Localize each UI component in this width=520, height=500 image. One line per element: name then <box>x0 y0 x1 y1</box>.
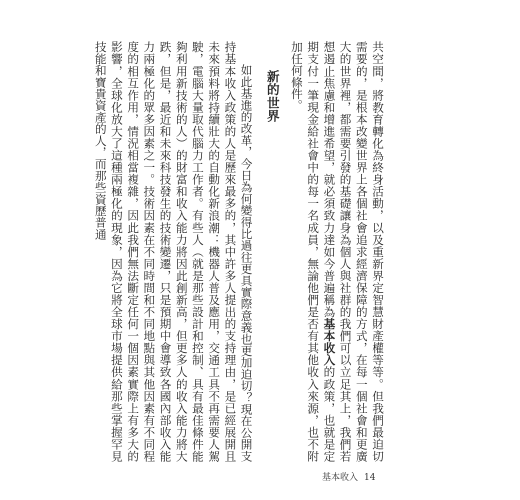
section-title: 新的世界 <box>264 69 280 123</box>
page-footer <box>322 470 402 483</box>
section-gap <box>255 41 264 42</box>
section-gap <box>280 41 289 42</box>
running-title: 基本收入 <box>322 473 359 483</box>
vertical-text-body <box>93 41 386 462</box>
paragraph-1-text-b: 的政策，也就是定期支付一筆現金給社會中的每一名成員，無論他們是否有其他收入來源，也不附加任何條件。 <box>289 41 337 462</box>
paragraph-2: 如此基進的改革，今日為何變得比過往更具實際意義也更加迫切？現在公開支持基本收入政策的人是歷來最多的，其中許多人提出的支持理由，是已經展開且未來預料將持續壯大的自動化新浪潮：機器人普及應用，交通工具不再需要人駕駛，電腦大量取代腦力工作者。有些人（就是那些設計和控制、具有最佳條件能夠利用新技術的人）的財富和收入能力將因此創新高，但更多人的收入能力將大跌，但是，最近和未來科技發生的技術變遷，只是預期中會導致各國內部收入能力兩極化的眾多因素之一。技術因素在不同時間和不同地點與其他因素有不同程度的相互作用，情況相當複雜，因此我們無法斷定任何一個因素實際上有多大的影響，全球化放大了這種兩極化的現象，因為它將全球市場提供給那些掌握罕見技能和寶貴資產的人，而那些資歷普通 <box>93 41 254 462</box>
paragraph-1 <box>289 41 386 462</box>
page-number: 14 <box>364 473 376 483</box>
basic-income-term: 基本收入 <box>322 317 337 367</box>
paragraph-1-text-a: 共空間，將教育轉化為終身活動，以及重新界定智慧財產權等等。但我們最迫切需要的，是根本改變世界上各個社會追求經濟保障的方式，在每一個社會和更廣大的世界裡，都需要引發的基礎讓身為個人與社群的我們可以立足其上，我們若想遏止焦慮和增進希望，就必須致力達如今普遍稱為 <box>322 41 385 462</box>
